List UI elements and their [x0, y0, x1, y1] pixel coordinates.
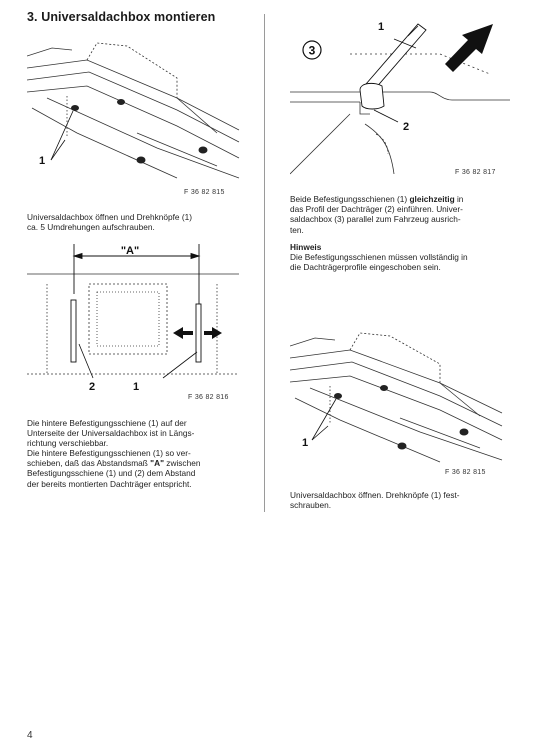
fig3-callout-2: 2 [403, 121, 410, 133]
paragraph-insert-rails: Beide Befestigungsschienen (1) gleichzeitig in das Profil der Dachträger (2) einführen. Univer- saldachbox (3) parallel zum Fahrzeug ausrich- ten. [290, 194, 464, 235]
fig3-reference: F 36 82 817 [455, 169, 496, 176]
figure-4-tighten-knobs [290, 328, 505, 468]
figure-2-rail-distance [27, 244, 242, 394]
fig1-callout-1: 1 [39, 155, 46, 167]
paragraph-rail-sliding: Die hintere Befestigungsschiene (1) auf der Unterseite der Universaldachbox ist in Längs- richtung verschiebbar. [27, 418, 195, 449]
paragraph-tighten-knobs: Universaldachbox öffnen. Drehknöpfe (1) fest- schrauben. [290, 490, 460, 511]
fig2-callout-2: 2 [89, 381, 96, 393]
paragraph-open-box: Universaldachbox öffnen und Drehknöpfe (1) ca. 5 Umdrehungen aufschrauben. [27, 212, 192, 233]
paragraph-distance-a: Die hintere Befestigungsschienen (1) so ver- schieben, daß das Abstandsmaß "A" zwischen Befestigungsschiene (1) und (2) dem Abstand der bereits montierten Dachträger entspricht. [27, 448, 201, 489]
figure-3-rail-insertion [290, 14, 510, 176]
fig1-reference: F 36 82 815 [184, 189, 225, 196]
fig4-callout-1: 1 [302, 437, 309, 449]
figure-1-roof-box-knobs [27, 38, 242, 186]
page-number: 4 [27, 730, 33, 741]
fig2-dimension-label: "A" [120, 245, 140, 257]
hinweis-title: Hinweis [290, 242, 322, 252]
fig2-reference: F 36 82 816 [188, 394, 229, 401]
fig3-callout-1: 1 [378, 21, 385, 33]
section-title: 3. Universaldachbox montieren [27, 10, 216, 24]
fig2-callout-1: 1 [133, 381, 140, 393]
hinweis-note: Hinweis Die Befestigungsschienen müssen vollständig in die Dachträgerprofile eingeschoben sein. [290, 242, 525, 273]
fig3-step-number: 3 [308, 43, 316, 58]
fig4-reference: F 36 82 815 [445, 469, 486, 476]
column-divider [264, 14, 265, 512]
